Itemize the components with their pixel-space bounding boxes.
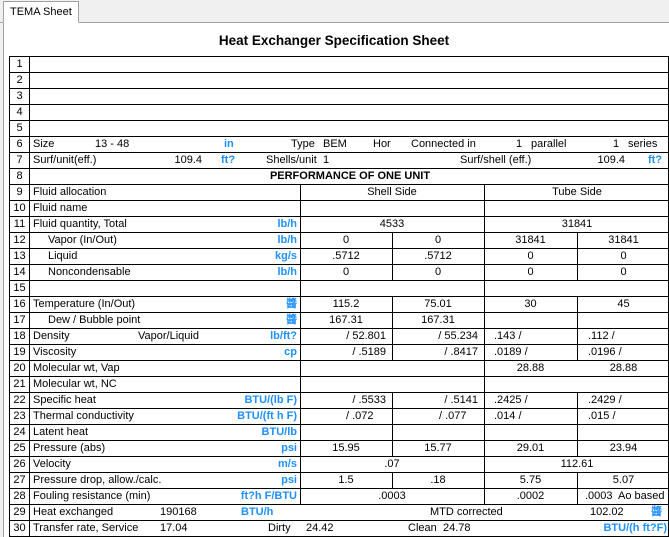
pressure-drop-tube-allow[interactable]: 5.75 (519, 474, 542, 486)
row-number: 11 (10, 217, 30, 232)
table-row-transfer-rate (10, 521, 669, 537)
specific-heat-shell-out[interactable]: / .5141 (444, 394, 478, 406)
surf-shell-label: Surf/shell (eff.) (460, 154, 532, 166)
row-number: 19 (10, 345, 30, 360)
size-value[interactable]: 13 - 48 (95, 138, 130, 150)
pressure-tube-in[interactable]: 29.01 (516, 442, 545, 454)
row-number: 22 (10, 393, 30, 408)
table-row-pressure-drop (10, 473, 669, 489)
noncondensable-tube-in[interactable]: 0 (527, 266, 534, 278)
row-number: 10 (10, 201, 30, 216)
table-row-density (10, 329, 669, 345)
table-row-latent-heat (10, 425, 669, 441)
table-row-velocity (10, 457, 669, 473)
specific-heat-tube-in[interactable]: .2425 / (494, 394, 528, 406)
row-number: 5 (10, 121, 30, 136)
viscosity-shell-out[interactable]: / .8417 (444, 346, 478, 358)
density-tube-in[interactable]: .143 / (494, 330, 522, 342)
fluid-quantity-shell[interactable]: 4533 (379, 218, 405, 230)
table-row (10, 281, 669, 297)
table-row-liquid (10, 249, 669, 265)
table-row-vapor (10, 233, 669, 249)
liquid-unit[interactable]: kg/s (274, 250, 297, 262)
molecular-wt-vap-tube-out[interactable]: 28.88 (609, 362, 638, 374)
fluid-allocation-label: Fluid allocation (33, 186, 107, 198)
row-number: 1 (10, 57, 30, 72)
liquid-label: Liquid (48, 250, 78, 262)
row-number: 30 (10, 521, 30, 536)
transfer-rate-service[interactable]: 17.04 (160, 522, 188, 534)
row-number: 13 (10, 249, 30, 264)
fouling-unit[interactable]: ft?h F/BTU (240, 490, 297, 502)
table-row-fluid-quantity (10, 217, 669, 233)
specific-heat-shell-in[interactable]: / .5533 (352, 394, 386, 406)
density-label: Density (33, 330, 70, 342)
viscosity-label: Viscosity (33, 346, 77, 358)
fluid-quantity-unit[interactable]: lb/h (277, 218, 297, 230)
row-number: 20 (10, 361, 30, 376)
pressure-drop-shell-calc[interactable]: .18 (430, 474, 446, 486)
table-row-fouling (10, 489, 669, 505)
temperature-shell-in[interactable]: 115.2 (332, 298, 360, 310)
vapor-shell-in[interactable]: 0 (342, 234, 350, 246)
fouling-tube-in[interactable]: .0002 (516, 490, 545, 502)
viscosity-tube-in[interactable]: .0189 / (494, 346, 528, 358)
row-number: 26 (10, 457, 30, 472)
thermal-conductivity-shell-in[interactable]: / .072 (346, 410, 374, 422)
thermal-conductivity-shell-out[interactable]: / .077 (439, 410, 467, 422)
noncondensable-shell-in[interactable]: 0 (342, 266, 350, 278)
vapor-tube-in[interactable]: 31841 (515, 234, 546, 246)
fluid-quantity-label: Fluid quantity, Total (33, 218, 127, 230)
type-value[interactable]: BEM (323, 138, 347, 150)
performance-heading: PERFORMANCE OF ONE UNIT (269, 170, 431, 182)
table-row (10, 73, 669, 89)
surf-unit-unit[interactable]: ft? (221, 154, 236, 166)
thermal-conductivity-tube-in[interactable]: .014 / (494, 410, 522, 422)
fluid-quantity-tube[interactable]: 31841 (561, 218, 593, 230)
mtd-corrected-label: MTD corrected (430, 506, 503, 518)
temperature-unit[interactable]: 醬 (286, 298, 297, 310)
transfer-rate-unit[interactable]: BTU/(h ft?F) (603, 522, 667, 534)
pressure-unit[interactable]: psi (281, 442, 297, 454)
density-unit[interactable]: lb/ft? (270, 330, 297, 342)
tube-side-header: Tube Side (552, 186, 602, 198)
molecular-wt-vap-tube-in[interactable]: 28.88 (516, 362, 545, 374)
liquid-shell-in[interactable]: .5712 (332, 250, 360, 262)
vapor-tube-out[interactable]: 31841 (608, 234, 639, 246)
fouling-basis-label: Ao based (618, 490, 665, 502)
shell-side-header: Shell Side (367, 186, 417, 198)
velocity-tube[interactable]: 112.61 (560, 458, 594, 470)
viscosity-tube-out[interactable]: .0196 / (588, 346, 622, 358)
row-number: 3 (10, 89, 30, 104)
table-row-surface (10, 153, 669, 169)
pressure-tube-out[interactable]: 23.94 (609, 442, 638, 454)
clean-value[interactable]: 24.78 (443, 522, 471, 534)
heat-exchanged-unit[interactable]: BTU/h (241, 506, 274, 518)
dew-bubble-label: Dew / Bubble point (48, 314, 141, 326)
page-title: Heat Exchanger Specification Sheet (218, 33, 450, 48)
series-label: series (628, 138, 658, 150)
fluid-name-label: Fluid name (33, 202, 88, 214)
temperature-tube-in[interactable]: 30 (524, 298, 537, 310)
thermal-conductivity-label: Thermal conductivity (33, 410, 134, 422)
table-row-dew-bubble (10, 313, 669, 329)
row-number: 8 (10, 169, 30, 184)
vapor-unit[interactable]: lb/h (277, 234, 297, 246)
row-number: 18 (10, 329, 30, 344)
thermal-conductivity-tube-out[interactable]: .015 / (588, 410, 616, 422)
spec-sheet (3, 23, 669, 537)
noncondensable-unit[interactable]: lb/h (277, 266, 297, 278)
table-row (10, 121, 669, 137)
vapor-label: Vapor (In/Out) (48, 234, 117, 246)
row-number: 14 (10, 265, 30, 280)
liquid-shell-out[interactable]: .5712 (424, 250, 452, 262)
pressure-shell-in[interactable]: 15.95 (332, 442, 360, 454)
noncondensable-tube-out[interactable]: 0 (620, 266, 627, 278)
pressure-drop-tube-calc[interactable]: 5.07 (612, 474, 635, 486)
pressure-drop-unit[interactable]: psi (281, 474, 297, 486)
molecular-wt-vap-label: Molecular wt, Vap (33, 362, 120, 374)
table-row-pressure (10, 441, 669, 457)
fouling-shell[interactable]: .0003 (378, 490, 406, 502)
surf-shell-value[interactable]: 109.4 (597, 154, 625, 166)
table-row (10, 89, 669, 105)
table-row-fluid-allocation (10, 185, 669, 201)
dew-bubble-shell-out[interactable]: 167.31 (421, 314, 455, 326)
surf-shell-unit[interactable]: ft? (648, 154, 663, 166)
table-row-molecular-wt-nc (10, 377, 669, 393)
dirty-label: Dirty (268, 522, 291, 534)
table-row-thermal-conductivity (10, 409, 669, 425)
temperature-shell-out[interactable]: 75.01 (424, 298, 452, 310)
shells-value[interactable]: 1 (323, 154, 330, 166)
table-row-size (10, 137, 669, 153)
pressure-shell-out[interactable]: 15.77 (424, 442, 452, 454)
row-number: 15 (10, 281, 30, 296)
parallel-count[interactable]: 1 (516, 138, 523, 150)
row-number: 12 (10, 233, 30, 248)
noncondensable-label: Noncondensable (48, 266, 131, 278)
fouling-tube-out[interactable]: .0003 (585, 490, 613, 502)
fouling-label: Fouling resistance (min) (33, 490, 151, 502)
noncondensable-shell-out[interactable]: 0 (434, 266, 442, 278)
surf-unit-value[interactable]: 109.4 (174, 154, 202, 166)
vapor-shell-out[interactable]: 0 (434, 234, 442, 246)
parallel-label: parallel (531, 138, 567, 150)
orientation-value[interactable]: Hor (373, 138, 391, 150)
table-row-heat-exchanged (10, 505, 669, 521)
pressure-drop-label: Pressure drop, allow./calc. (33, 474, 162, 486)
spec-table (9, 56, 669, 537)
specific-heat-tube-out[interactable]: .2429 / (588, 394, 622, 406)
table-row-viscosity (10, 345, 669, 361)
velocity-label: Velocity (33, 458, 71, 470)
series-count[interactable]: 1 (613, 138, 620, 150)
row-number: 29 (10, 505, 30, 520)
heat-exchanged-label: Heat exchanged (33, 506, 114, 518)
shells-label: Shells/unit (266, 154, 317, 166)
table-row-temperature (10, 297, 669, 313)
row-number: 25 (10, 441, 30, 456)
viscosity-shell-in[interactable]: / .5189 (352, 346, 386, 358)
row-number: 16 (10, 297, 30, 312)
liquid-tube-out[interactable]: 0 (620, 250, 627, 262)
mtd-corrected-unit[interactable]: 醬 (651, 506, 662, 518)
dirty-value[interactable]: 24.42 (306, 522, 334, 534)
clean-label: Clean (408, 522, 437, 534)
dew-bubble-unit[interactable]: 醬 (286, 314, 297, 326)
velocity-unit[interactable]: m/s (278, 458, 297, 470)
pressure-drop-shell-allow[interactable]: 1.5 (338, 474, 354, 486)
velocity-shell[interactable]: .07 (384, 458, 400, 470)
liquid-tube-in[interactable]: 0 (527, 250, 534, 262)
table-row-specific-heat (10, 393, 669, 409)
table-row-molecular-wt-vap (10, 361, 669, 377)
type-label: Type (291, 138, 315, 150)
temperature-label: Temperature (In/Out) (33, 298, 136, 310)
table-row-heading (10, 169, 669, 185)
row-number: 27 (10, 473, 30, 488)
row-number: 2 (10, 73, 30, 88)
row-number: 28 (10, 489, 30, 504)
table-row (10, 57, 669, 73)
row-number: 9 (10, 185, 30, 200)
sheet-tab-bar (0, 0, 669, 23)
density-shell-out[interactable]: / 55.234 (438, 330, 478, 342)
table-row-fluid-name (10, 201, 669, 217)
row-number: 4 (10, 105, 30, 120)
heat-exchanged-value[interactable]: 190168 (160, 506, 197, 518)
specific-heat-label: Specific heat (33, 394, 96, 406)
connected-label: Connected in (411, 138, 476, 150)
density-tube-out[interactable]: .112 / (588, 330, 615, 342)
surf-unit-label: Surf/unit(eff.) (33, 154, 97, 166)
transfer-rate-label: Transfer rate, Service (33, 522, 139, 534)
row-number: 21 (10, 377, 30, 392)
dew-bubble-shell-in[interactable]: 167.31 (329, 314, 363, 326)
size-label: Size (33, 138, 55, 150)
row-number: 24 (10, 425, 30, 440)
viscosity-unit[interactable]: cp (284, 346, 297, 358)
density-shell-in[interactable]: / 52.801 (346, 330, 386, 342)
row-number: 7 (10, 153, 30, 168)
molecular-wt-nc-label: Molecular wt, NC (33, 378, 117, 390)
thermal-conductivity-unit[interactable]: BTU/(ft h F) (237, 410, 297, 422)
mtd-corrected-value[interactable]: 102.02 (590, 506, 624, 518)
tab-tema-sheet[interactable]: TEMA Sheet (3, 1, 79, 23)
temperature-tube-out[interactable]: 45 (617, 298, 630, 310)
latent-heat-label: Latent heat (33, 426, 89, 438)
latent-heat-unit[interactable]: BTU/lb (261, 426, 297, 438)
table-row (10, 105, 669, 121)
row-number: 23 (10, 409, 30, 424)
table-row-noncondensable (10, 265, 669, 281)
row-number: 17 (10, 313, 30, 328)
row-number: 6 (10, 137, 30, 152)
specific-heat-unit[interactable]: BTU/(lb F) (244, 394, 297, 406)
pressure-label: Pressure (abs) (33, 442, 106, 454)
size-unit[interactable]: in (224, 138, 234, 150)
density-sublabel: Vapor/Liquid (138, 330, 199, 342)
